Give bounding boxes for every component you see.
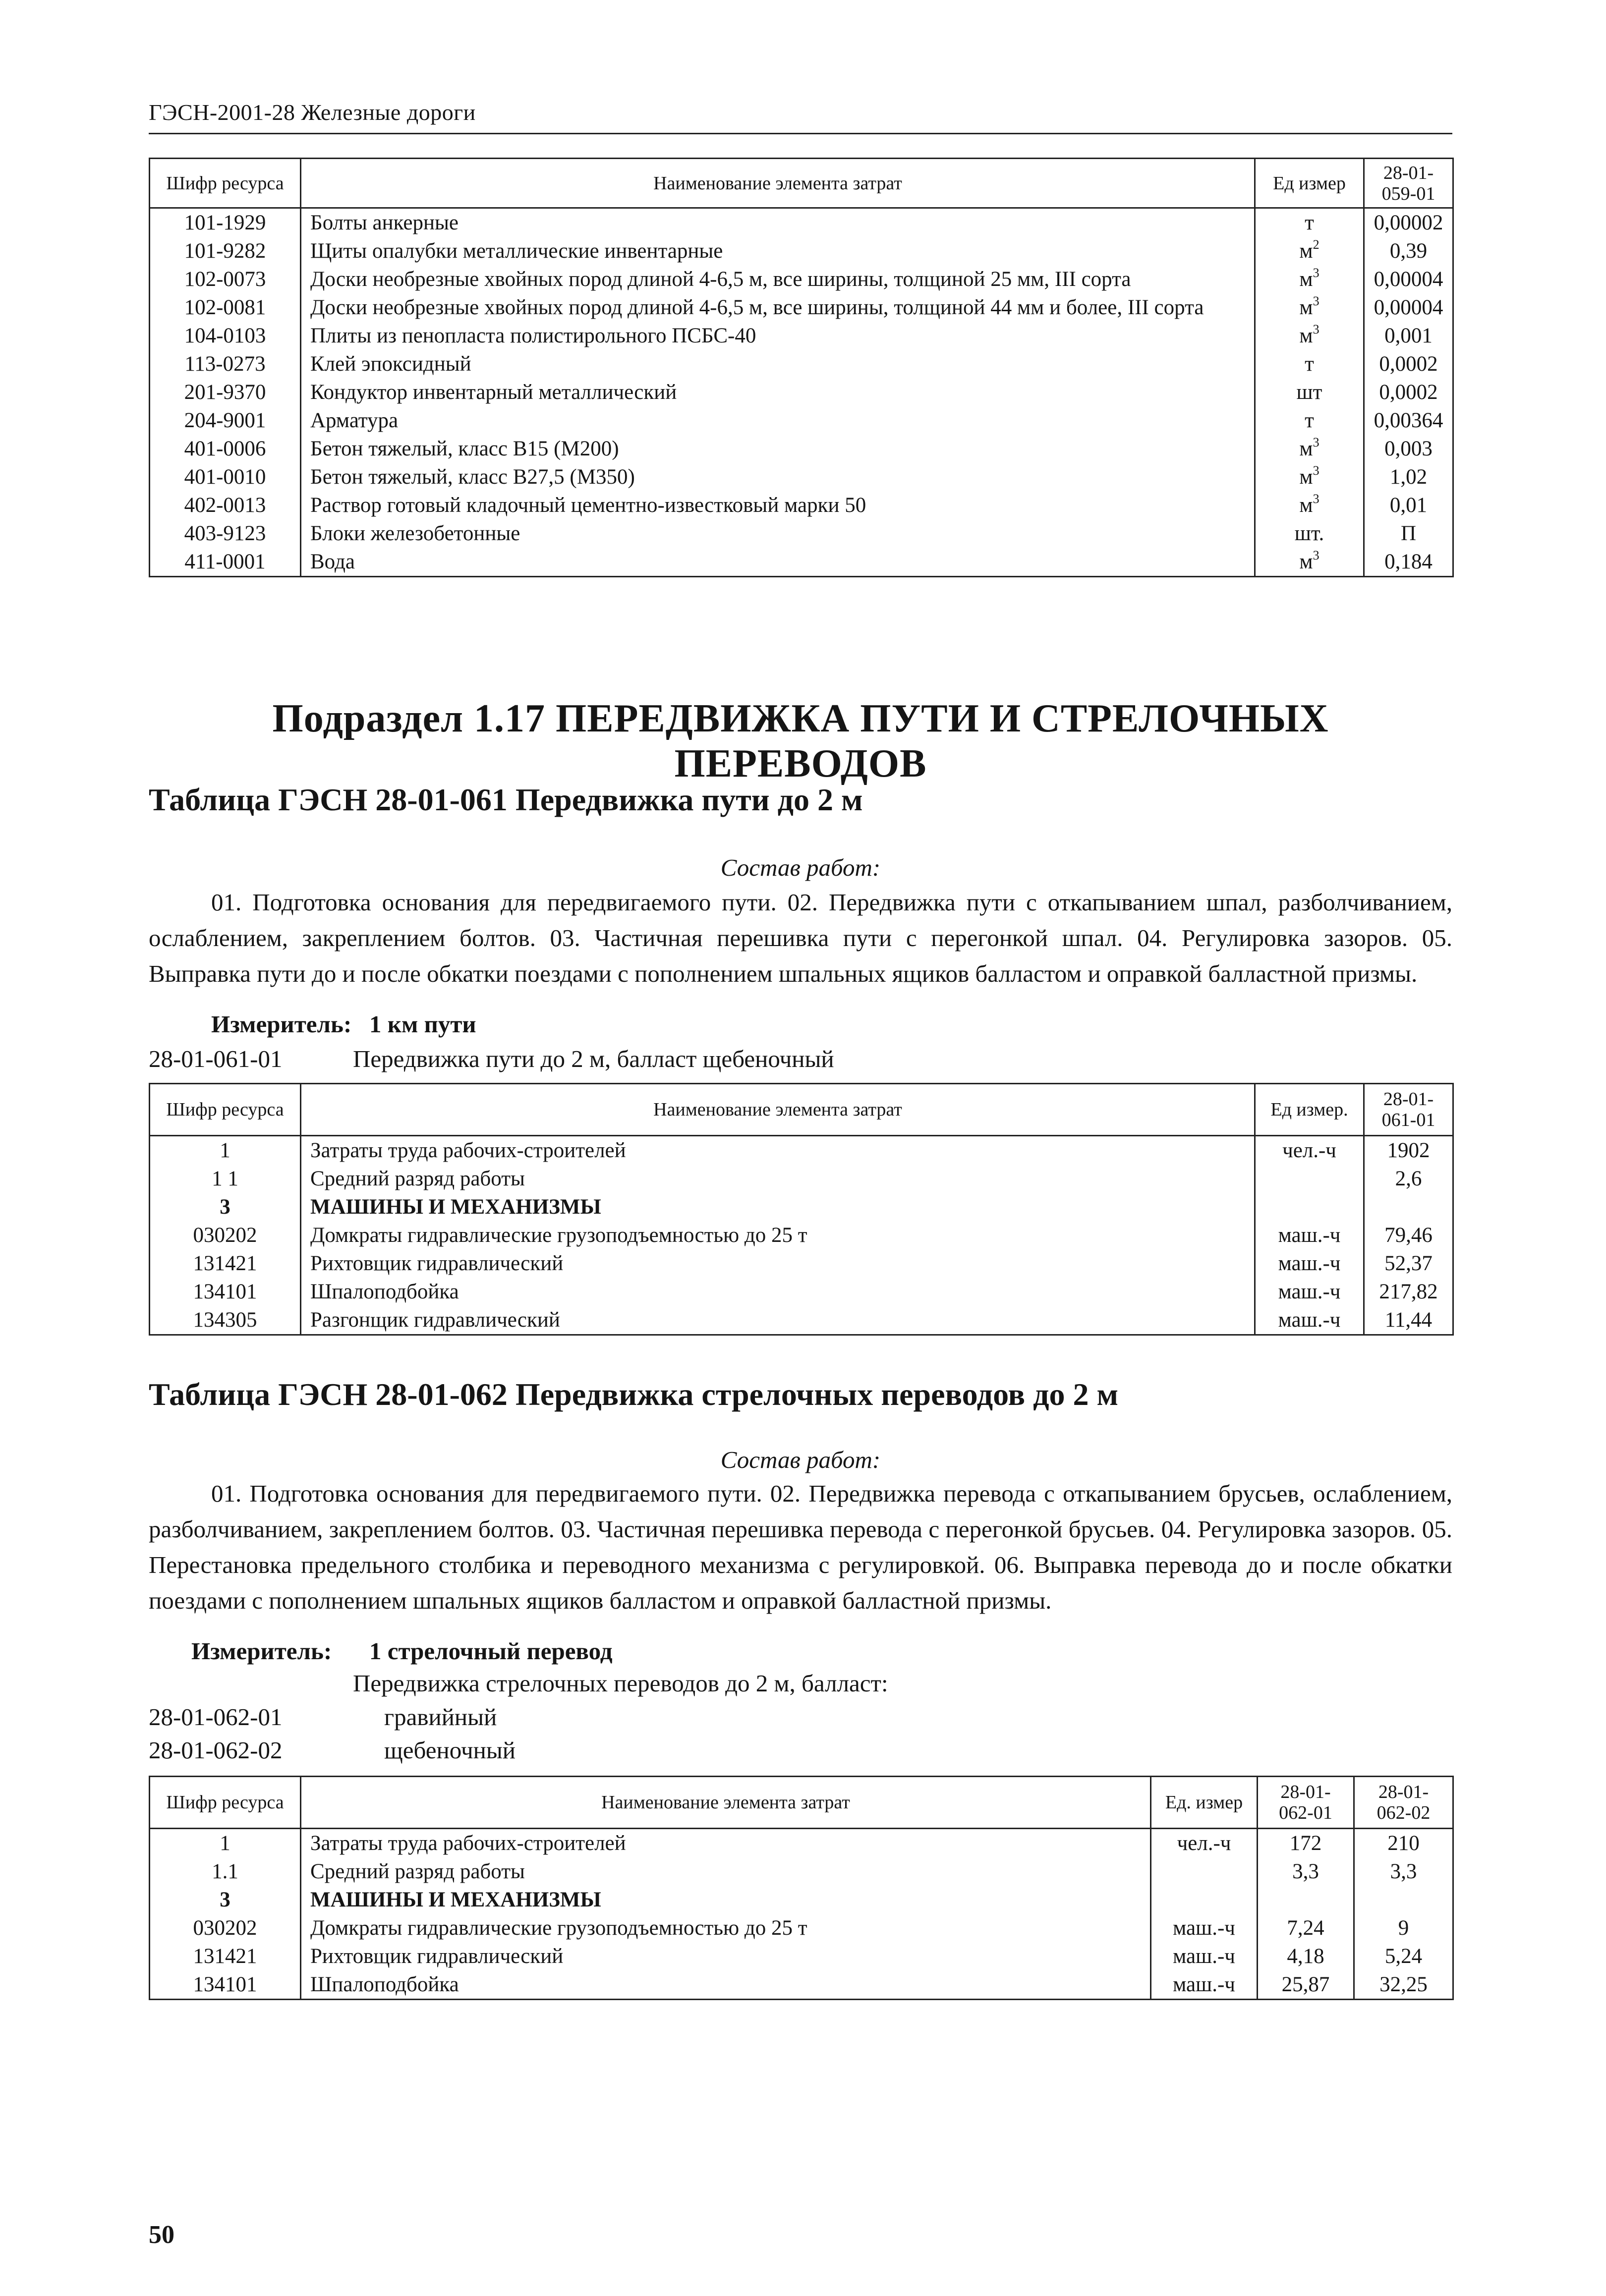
cost-element-name: Доски необрезные хвойных пород длиной 4-6,5 м, все ширины, толщиной 25 мм, III сорта xyxy=(301,265,1255,293)
unit: чел.-ч xyxy=(1177,1832,1231,1855)
table-row xyxy=(150,293,1453,322)
table-row xyxy=(150,350,1453,378)
unit-cell xyxy=(1255,463,1364,491)
cost-element-name: Вода xyxy=(301,548,1255,577)
header-cell: Шифр ресурса xyxy=(150,1777,301,1829)
unit: маш.-ч xyxy=(1173,1973,1235,1996)
unit: т xyxy=(1305,352,1314,376)
table-row xyxy=(150,1942,1453,1970)
table-row xyxy=(150,406,1453,435)
resource-code: 134305 xyxy=(150,1306,301,1335)
unit: м xyxy=(1299,465,1313,489)
unit: маш.-ч xyxy=(1173,1916,1235,1940)
cost-element-name: Затраты труда рабочих-строителей xyxy=(301,1829,1151,1858)
resource-code: 131421 xyxy=(150,1942,301,1970)
unit-cell xyxy=(1255,1221,1364,1249)
resource-code: 131421 xyxy=(150,1249,301,1278)
norm-group-name-062: Передвижка стрелочных переводов до 2 м, балласт: xyxy=(353,1670,888,1697)
unit-cell xyxy=(1255,519,1364,548)
header-cell: 28-01-061-01 xyxy=(1364,1084,1453,1136)
resource-code: 204-9001 xyxy=(150,406,301,435)
resource-code: 402-0013 xyxy=(150,491,301,519)
table-row xyxy=(150,1278,1453,1306)
unit: м xyxy=(1299,494,1313,517)
resource-code: 3 xyxy=(150,1193,301,1221)
unit-cell xyxy=(1151,1857,1258,1886)
page-number: 50 xyxy=(149,2221,174,2249)
cost-element-name: Арматура xyxy=(301,406,1255,435)
unit-cell xyxy=(1255,1193,1364,1221)
cost-element-name: Рихтовщик гидравлический xyxy=(301,1249,1255,1278)
table-title-061: Таблица ГЭСН 28-01-061 Передвижка пути до 2 м xyxy=(149,782,863,817)
unit-cell xyxy=(1255,1249,1364,1278)
izmeritel-label-062: Измеритель: xyxy=(191,1637,332,1665)
cost-element-name: Шпалоподбойка xyxy=(301,1278,1255,1306)
unit: маш.-ч xyxy=(1173,1945,1235,1968)
norm-code-062-02: 28-01-062-02 xyxy=(149,1736,283,1764)
unit-exponent: 2 xyxy=(1313,237,1319,252)
cost-element-name: Затраты труда рабочих-строителей xyxy=(301,1136,1255,1165)
table-row xyxy=(150,208,1453,237)
unit-cell xyxy=(1151,1914,1258,1942)
norm-value: 0,01 xyxy=(1364,491,1453,519)
sostav-text-061: 01. Подготовка основания для передвигаемого пути. 02. Передвижка пути с откапыванием шпал, разболчиванием, ослаблением, закреплением болтов. 03. Частичная перешивка пути с перегонкой шпал. 04. Регулировка зазоров. 05. Выправка пути до и после обкатки поездами с пополнением шпальных ящиков балластом и оправкой балластной призмы. xyxy=(149,889,1452,987)
cost-element-name: Доски необрезные хвойных пород длиной 4-6,5 м, все ширины, толщиной 44 мм и более, III сорта xyxy=(301,293,1255,322)
header-cell: 28-01-059-01 xyxy=(1364,159,1453,208)
table-row xyxy=(150,1306,1453,1335)
cost-element-name: Бетон тяжелый, класс В27,5 (М350) xyxy=(301,463,1255,491)
table-row xyxy=(150,237,1453,265)
norm-value: 52,37 xyxy=(1364,1249,1453,1278)
norm-value: 79,46 xyxy=(1364,1221,1453,1249)
unit-exponent: 3 xyxy=(1313,492,1319,506)
norm-value: 2,6 xyxy=(1364,1165,1453,1193)
table-row xyxy=(150,322,1453,350)
header-cell: 28-01-062-02 xyxy=(1354,1777,1453,1829)
norm-code-061: 28-01-061-01 xyxy=(149,1045,283,1072)
unit-exponent: 3 xyxy=(1313,548,1319,562)
resource-code: 1 xyxy=(150,1829,301,1858)
norm-value: 3,3 xyxy=(1258,1857,1354,1886)
norm-value: 0,00364 xyxy=(1364,406,1453,435)
norm-value: 0,00004 xyxy=(1364,265,1453,293)
izmeritel-label-061: Измеритель: xyxy=(211,1010,352,1038)
cost-element-name: Раствор готовый кладочный цементно-известковый марки 50 xyxy=(301,491,1255,519)
norm-value: 217,82 xyxy=(1364,1278,1453,1306)
cost-element-name: Болты анкерные xyxy=(301,208,1255,237)
unit: маш.-ч xyxy=(1278,1252,1341,1275)
norm-value: 9 xyxy=(1354,1914,1453,1942)
norm-name-062-02: щебеночный xyxy=(384,1736,516,1764)
norm-value: 1902 xyxy=(1364,1136,1453,1165)
header-cell: Ед измер. xyxy=(1255,1084,1364,1136)
sostav-text-062: 01. Подготовка основания для передвигаемого пути. 02. Передвижка перевода с откапыванием брусьев, ослаблением, разболчиванием, закреплением болтов. 03. Частичная перешивка перевода с перегонкой брусьев. 04. Регулировка зазоров. 05. Перестановка предельного столбика и переводного механизма с регулировкой. 06. Выправка перевода до и после обкатки поездами с пополнением шпальных ящиков балластом и оправкой балластной призмы. xyxy=(149,1480,1452,1614)
unit-cell xyxy=(1255,491,1364,519)
unit-cell xyxy=(1255,378,1364,406)
resource-code: 030202 xyxy=(150,1221,301,1249)
resource-code: 134101 xyxy=(150,1970,301,2000)
cost-element-name: Шпалоподбойка xyxy=(301,1970,1151,2000)
table-row xyxy=(150,1829,1453,1858)
resource-code: 113-0273 xyxy=(150,350,301,378)
header-cell: Шифр ресурса xyxy=(150,1084,301,1136)
resource-code: 201-9370 xyxy=(150,378,301,406)
resource-code: 1 1 xyxy=(150,1165,301,1193)
unit: т xyxy=(1305,409,1314,432)
table-title-062: Таблица ГЭСН 28-01-062 Передвижка стрелочных переводов до 2 м xyxy=(149,1377,1119,1412)
unit: м xyxy=(1299,550,1313,573)
norm-name-062-01: гравийный xyxy=(384,1703,497,1731)
table-row xyxy=(150,1249,1453,1278)
resource-code: 3 xyxy=(150,1886,301,1914)
unit: шт xyxy=(1296,381,1322,404)
resource-code: 030202 xyxy=(150,1914,301,1942)
table-row xyxy=(150,491,1453,519)
norm-value: 25,87 xyxy=(1258,1970,1354,2000)
unit: м xyxy=(1299,268,1313,291)
table-row xyxy=(150,1165,1453,1193)
norm-value: 0,39 xyxy=(1364,237,1453,265)
unit-cell xyxy=(1255,1136,1364,1165)
unit: шт. xyxy=(1294,522,1324,545)
table-row xyxy=(150,1886,1453,1914)
norm-value xyxy=(1364,1193,1453,1221)
unit-cell xyxy=(1151,1942,1258,1970)
unit-cell xyxy=(1151,1829,1258,1858)
cost-element-name: Разгонщик гидравлический xyxy=(301,1306,1255,1335)
unit-cell xyxy=(1255,1165,1364,1193)
unit: маш.-ч xyxy=(1278,1224,1341,1247)
norm-value: 172 xyxy=(1258,1829,1354,1858)
cost-element-name: Домкраты гидравлические грузоподъемностью до 25 т xyxy=(301,1914,1151,1942)
norm-value: П xyxy=(1364,519,1453,548)
izmeritel-value-061: 1 км пути xyxy=(369,1010,476,1038)
table-row xyxy=(150,1970,1453,2000)
table-row xyxy=(150,1914,1453,1942)
unit-exponent: 3 xyxy=(1313,294,1319,308)
norm-value xyxy=(1258,1886,1354,1914)
unit-cell xyxy=(1255,293,1364,322)
unit-exponent: 3 xyxy=(1313,435,1319,449)
header-cell: Шифр ресурса xyxy=(150,159,301,208)
cost-element-name: Клей эпоксидный xyxy=(301,350,1255,378)
cost-element-name: Домкраты гидравлические грузоподъемностью до 25 т xyxy=(301,1221,1255,1249)
resource-code: 101-1929 xyxy=(150,208,301,237)
unit-cell xyxy=(1255,237,1364,265)
cost-element-name: Блоки железобетонные xyxy=(301,519,1255,548)
cost-element-name: Бетон тяжелый, класс В15 (М200) xyxy=(301,435,1255,463)
table-row xyxy=(150,1857,1453,1886)
table-row xyxy=(150,435,1453,463)
table-row xyxy=(150,1136,1453,1165)
unit-cell xyxy=(1255,406,1364,435)
table-28-01-061 xyxy=(149,1083,1454,1336)
norm-value: 0,184 xyxy=(1364,548,1453,577)
cost-element-name: Плиты из пенопласта полистирольного ПСБС-40 xyxy=(301,322,1255,350)
norm-value: 4,18 xyxy=(1258,1942,1354,1970)
unit: м xyxy=(1299,296,1313,319)
header-cell: 28-01-062-01 xyxy=(1258,1777,1354,1829)
header-cell: Ед. измер xyxy=(1151,1777,1258,1829)
cost-element-name: МАШИНЫ И МЕХАНИЗМЫ xyxy=(301,1193,1255,1221)
unit-cell xyxy=(1255,265,1364,293)
unit: м xyxy=(1299,437,1313,460)
unit-cell xyxy=(1255,435,1364,463)
norm-value: 0,0002 xyxy=(1364,378,1453,406)
norm-code-062-01: 28-01-062-01 xyxy=(149,1703,283,1731)
norm-value: 210 xyxy=(1354,1829,1453,1858)
running-header: ГЭСН-2001-28 Железные дороги xyxy=(149,100,476,125)
unit-cell xyxy=(1255,208,1364,237)
unit-cell xyxy=(1151,1886,1258,1914)
norm-name-061: Передвижка пути до 2 м, балласт щебеночный xyxy=(353,1045,834,1072)
norm-value: 0,00004 xyxy=(1364,293,1453,322)
table-row xyxy=(150,1193,1453,1221)
resource-code: 102-0081 xyxy=(150,293,301,322)
resource-code: 134101 xyxy=(150,1278,301,1306)
table-28-01-059 xyxy=(149,158,1454,577)
norm-value: 7,24 xyxy=(1258,1914,1354,1942)
table-row xyxy=(150,1221,1453,1249)
norm-value: 0,003 xyxy=(1364,435,1453,463)
section-title: Подраздел 1.17 ПЕРЕДВИЖКА ПУТИ И СТРЕЛОЧНЫХ ПЕРЕВОДОВ xyxy=(272,697,1329,785)
header-cell: Ед измер xyxy=(1255,159,1364,208)
norm-value: 3,3 xyxy=(1354,1857,1453,1886)
unit: м xyxy=(1299,239,1313,263)
cost-element-name: МАШИНЫ И МЕХАНИЗМЫ xyxy=(301,1886,1151,1914)
norm-value: 32,25 xyxy=(1354,1970,1453,2000)
resource-code: 1 xyxy=(150,1136,301,1165)
norm-value xyxy=(1354,1886,1453,1914)
table-row xyxy=(150,265,1453,293)
resource-code: 104-0103 xyxy=(150,322,301,350)
norm-value: 1,02 xyxy=(1364,463,1453,491)
table-row xyxy=(150,519,1453,548)
unit-cell xyxy=(1255,1278,1364,1306)
resource-code: 101-9282 xyxy=(150,237,301,265)
table-row xyxy=(150,463,1453,491)
resource-code: 403-9123 xyxy=(150,519,301,548)
table-28-01-062 xyxy=(149,1776,1454,2000)
cost-element-name: Кондуктор инвентарный металлический xyxy=(301,378,1255,406)
table-row xyxy=(150,378,1453,406)
unit: м xyxy=(1299,324,1313,347)
norm-value: 5,24 xyxy=(1354,1942,1453,1970)
cost-element-name: Средний разряд работы xyxy=(301,1857,1151,1886)
unit: чел.-ч xyxy=(1282,1139,1336,1162)
resource-code: 401-0006 xyxy=(150,435,301,463)
table-row xyxy=(150,548,1453,577)
sostav-label-062: Состав работ: xyxy=(720,1446,881,1473)
header-cell: Наименование элемента затрат xyxy=(301,1777,1151,1829)
header-cell: Наименование элемента затрат xyxy=(301,159,1255,208)
unit: маш.-ч xyxy=(1278,1308,1341,1332)
cost-element-name: Щиты опалубки металлические инвентарные xyxy=(301,237,1255,265)
unit-cell xyxy=(1255,548,1364,577)
unit-cell xyxy=(1255,322,1364,350)
resource-code: 411-0001 xyxy=(150,548,301,577)
norm-value: 11,44 xyxy=(1364,1306,1453,1335)
sostav-label-061: Состав работ: xyxy=(720,854,881,881)
unit-cell xyxy=(1255,1306,1364,1335)
unit-cell xyxy=(1151,1970,1258,2000)
unit-cell xyxy=(1255,350,1364,378)
unit: т xyxy=(1305,211,1314,234)
norm-value: 0,001 xyxy=(1364,322,1453,350)
norm-value: 0,0002 xyxy=(1364,350,1453,378)
unit-exponent: 3 xyxy=(1313,322,1319,336)
header-rule xyxy=(149,133,1452,134)
unit-exponent: 3 xyxy=(1313,463,1319,478)
cost-element-name: Рихтовщик гидравлический xyxy=(301,1942,1151,1970)
resource-code: 102-0073 xyxy=(150,265,301,293)
header-cell: Наименование элемента затрат xyxy=(301,1084,1255,1136)
norm-value: 0,00002 xyxy=(1364,208,1453,237)
unit-exponent: 3 xyxy=(1313,266,1319,280)
unit: маш.-ч xyxy=(1278,1280,1341,1303)
izmeritel-value-062: 1 стрелочный перевод xyxy=(369,1637,613,1665)
resource-code: 401-0010 xyxy=(150,463,301,491)
resource-code: 1.1 xyxy=(150,1857,301,1886)
cost-element-name: Средний разряд работы xyxy=(301,1165,1255,1193)
